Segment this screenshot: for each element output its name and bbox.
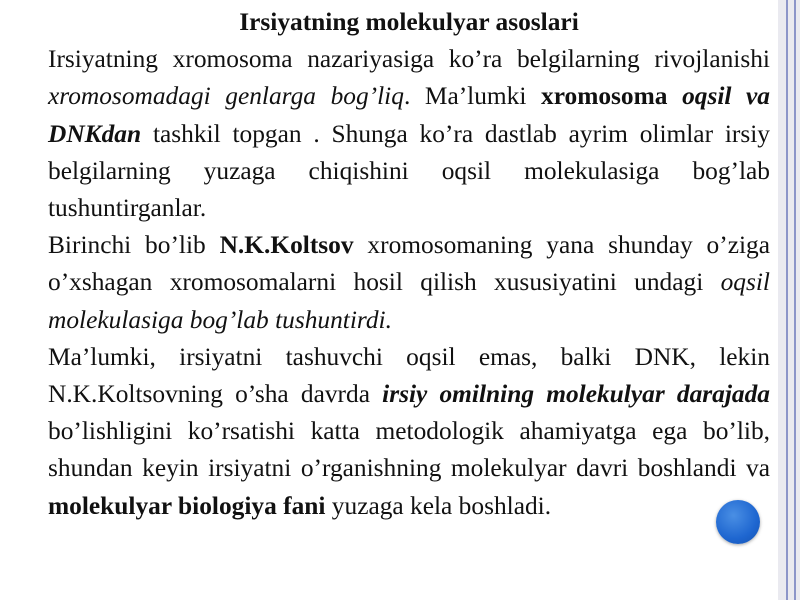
emphasis-bold-italic: irsiy omilning molekulyar darajada (382, 380, 770, 409)
slide-edge-border (778, 0, 800, 600)
paragraph-text: Ma’lumki, irsiyatni tashuvchi oqsil emas, balki DNK, lekin N.K.Koltsovning o’sha davrda (48, 342, 770, 409)
paragraph-text: . Ma’lumki (403, 82, 541, 111)
slide-nav-button[interactable] (716, 500, 760, 544)
slide-title: Irsiyatning molekulyar asoslari (239, 8, 579, 36)
paragraph-3 (48, 339, 770, 525)
paragraph-text: bo’lishligini ko’rsatishi katta metodologik ahamiyatga ega bo’lib, shundan keyin irsiyatni o’rganishning molekulyar davri boshlandi va (48, 417, 770, 483)
emphasis-italic: xromosomadagi genlarga bog’liq (48, 82, 404, 111)
slide-edge-line (786, 0, 788, 600)
paragraph-text: Birinchi bo’lib (48, 231, 220, 260)
emphasis-bold-italic: oqsil va DNKdan (48, 82, 771, 148)
emphasis-bold: xromosoma (541, 82, 668, 111)
paragraph-text: xromosomaning yana shunday o’ziga o’xshagan xromosomalarni hosil qilish xususiyatini undagi (48, 231, 770, 297)
slide-edge-line (794, 0, 796, 600)
emphasis-italic: oqsil molekulasiga bog’lab tushuntirdi. (48, 268, 770, 334)
paragraph-text: tashkil topgan . Shunga ko’ra dastlab ayrim olimlar irsiy belgilarning yuzaga chiqishini oqsil molekulasiga bog’lab tushuntirganlar. (48, 119, 770, 223)
paragraph-2 (48, 227, 770, 339)
emphasis-bold: molekulyar biologiya fani (48, 491, 326, 520)
emphasis-bold: N.K.Koltsov (219, 231, 354, 260)
slide-content (48, 4, 770, 525)
paragraph-text (667, 82, 682, 110)
paragraph-text: yuzaga kela boshladi. (325, 491, 552, 520)
paragraph-text: Irsiyatning xromosoma nazariyasiga ko’ra belgilarning rivojlanishi (48, 45, 770, 74)
paragraph-1 (48, 41, 770, 227)
